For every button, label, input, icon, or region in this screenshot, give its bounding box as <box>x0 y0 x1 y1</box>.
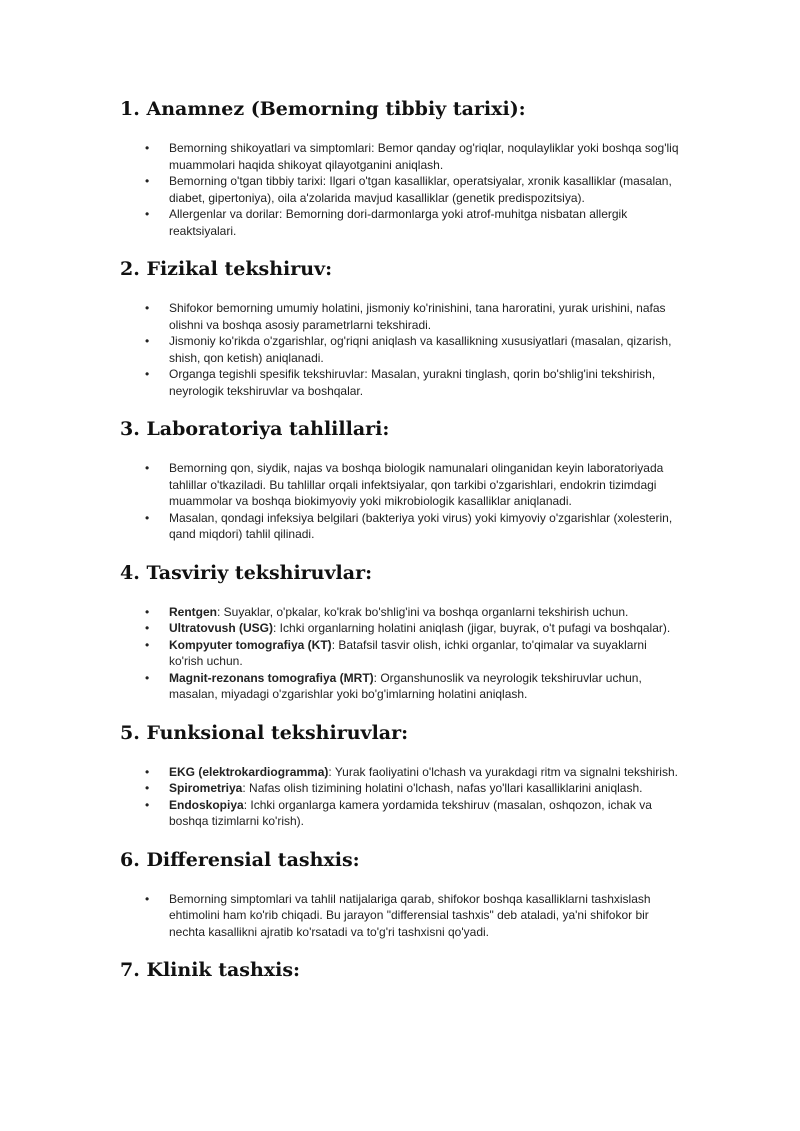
item-term: EKG (elektrokardiogramma) <box>169 764 329 779</box>
list-item <box>120 140 680 173</box>
bullet-icon: • <box>145 670 150 685</box>
item-text: Bemorning o'tgan tibbiy tarixi: Ilgari o'tgan kasalliklar, operatsiyalar, xronik kasalliklar (masalan, diabet, gipertoniya), oila a'zolarida mavjud kasalliklar (genetik predispozitsiya). <box>169 174 672 205</box>
item-text: Allergenlar va dorilar: Bemorning dori-darmonlarga yoki atrof-muhitga nisbatan allergik reaktsiyalari. <box>169 207 628 238</box>
list-item <box>120 206 680 239</box>
bullet-icon: • <box>145 461 150 475</box>
item-term: Magnit-rezonans tomografiya (MRT) <box>169 670 374 685</box>
list-item <box>120 333 680 366</box>
item-term: Kompyuter tomografiya (KT) <box>169 637 332 652</box>
section-heading: 5. Funksional tekshiruvlar: <box>120 721 409 744</box>
list-item <box>120 637 680 670</box>
item-text: Jismoniy ko'rikda o'zgarishlar, og'riqni aniqlash va kasallikning xususiyatlari (masalan, qizarish, shish, qon ketish) aniqlanadi. <box>169 334 672 365</box>
section-heading: 1. Anamnez (Bemorning tibbiy tarixi): <box>120 98 526 120</box>
list-item <box>120 797 680 830</box>
item-text: : Nafas olish tizimining holatini o'lchash, nafas yo'llari kasalliklarini aniqlash. <box>242 781 643 795</box>
section-fizikal-tekshiruv <box>120 257 680 399</box>
item-text: : Ichki organlarga kamera yordamida tekshiruv (masalan, oshqozon, ichak va boshqa tizimlarni ko'rish). <box>169 797 652 828</box>
list-item <box>120 366 680 399</box>
bullet-icon: • <box>145 797 150 812</box>
list-item <box>120 891 680 941</box>
bullet-icon: • <box>145 301 150 315</box>
item-term: Ultratovush (USG) <box>169 621 274 635</box>
bullet-icon: • <box>145 781 150 795</box>
document-content <box>120 97 680 982</box>
list-item <box>120 780 680 797</box>
item-term: Rentgen <box>169 604 217 619</box>
bullet-icon: • <box>145 174 150 188</box>
list-item <box>120 300 680 333</box>
bullet-list <box>120 460 680 543</box>
list-item <box>120 510 680 543</box>
item-text: : Ichki organlarning holatini aniqlash (jigar, buyrak, o't pufagi va boshqalar). <box>273 621 671 635</box>
bullet-icon: • <box>145 141 150 155</box>
section-heading: 4. Tasviriy tekshiruvlar: <box>120 561 373 584</box>
list-item <box>120 460 680 510</box>
section-anamnez <box>120 97 680 239</box>
section-differensial <box>120 848 680 941</box>
bullet-list <box>120 300 680 399</box>
item-term: Spirometriya <box>169 781 243 795</box>
section-heading: 2. Fizikal tekshiruv: <box>120 258 333 280</box>
item-text: Bemorning shikoyatlari va simptomlari: Bemor qanday og'riqlar, noqulayliklar yoki boshqa sog'liq muammolari haqida shikoyat qilayotganini aniqlash. <box>169 141 679 172</box>
bullet-icon: • <box>145 334 150 348</box>
section-heading: 3. Laboratoriya tahlillari: <box>120 418 390 440</box>
section-tasviriy <box>120 561 680 703</box>
item-text: Bemorning qon, siydik, najas va boshqa biologik namunalari olinganidan keyin laboratoriyada tahlillar o'tkaziladi. Bu tahlillar orqali infektsiyalar, qon tarkibi o'zgarishlari, endokrin tizimdagi muammolar va boshqa biokimyoviy yoki mikrobiologik kasalliklar aniqlanadi. <box>169 461 664 508</box>
item-text: : Organshunoslik va neyrologik tekshiruvlar uchun, masalan, miyadagi o'zgarishlar yoki bo'g'imlarning holatini aniqlash. <box>169 670 642 701</box>
list-item <box>120 764 680 781</box>
bullet-icon: • <box>145 637 150 652</box>
item-text: Shifokor bemorning umumiy holatini, jismoniy ko'rinishini, tana haroratini, yurak urishini, nafas olishni va boshqa asosiy parametrlarni tekshiradi. <box>169 301 666 332</box>
bullet-icon: • <box>145 367 150 381</box>
bullet-icon: • <box>145 764 150 779</box>
bullet-icon: • <box>145 604 150 619</box>
list-item <box>120 670 680 703</box>
bullet-icon: • <box>145 891 150 906</box>
item-term: Endoskopiya <box>169 797 244 812</box>
section-funksional <box>120 721 680 830</box>
section-laboratoriya <box>120 417 680 543</box>
bullet-icon: • <box>145 621 150 635</box>
section-heading: 7. Klinik tashxis: <box>120 959 301 981</box>
section-heading: 6. Differensial tashxis: <box>120 848 360 871</box>
bullet-list <box>120 140 680 239</box>
item-text: Bemorning simptomlari va tahlil natijalariga qarab, shifokor boshqa kasalliklarni tashxislash ehtimolini ham ko'rib chiqadi. Bu jarayon "differensial tashxis" deb ataladi, ya'ni shifokor bir nechta kasallikni ajratib ko'rsatadi va to'g'ri tashxisni qo'yadi. <box>169 891 651 939</box>
bullet-icon: • <box>145 510 150 525</box>
item-text: : Yurak faoliyatini o'lchash va yurakdagi ritm va signalni tekshirish. <box>328 764 678 779</box>
item-text: : Suyaklar, o'pkalar, ko'krak bo'shlig'ini va boshqa organlarni tekshirish uchun. <box>217 604 629 619</box>
bullet-list <box>120 764 680 830</box>
list-item <box>120 173 680 206</box>
list-item <box>120 604 680 621</box>
item-text: : Batafsil tasvir olish, ichki organlar, to'qimalar va suyaklarni ko'rish uchun. <box>169 637 647 668</box>
section-klinik-tashxis <box>120 958 680 982</box>
bullet-icon: • <box>145 207 150 221</box>
bullet-list <box>120 604 680 703</box>
item-text: Masalan, qondagi infeksiya belgilari (bakteriya yoki virus) yoki kimyoviy o'zgarishlar (xolesterin, qand miqdori) tahlil qilinadi. <box>169 510 673 541</box>
list-item <box>120 620 680 637</box>
bullet-list <box>120 891 680 941</box>
item-text: Organga tegishli spesifik tekshiruvlar: Masalan, yurakni tinglash, qorin bo'shlig'ini tekshirish, neyrologik tekshiruvlar va boshqalar. <box>169 367 656 398</box>
